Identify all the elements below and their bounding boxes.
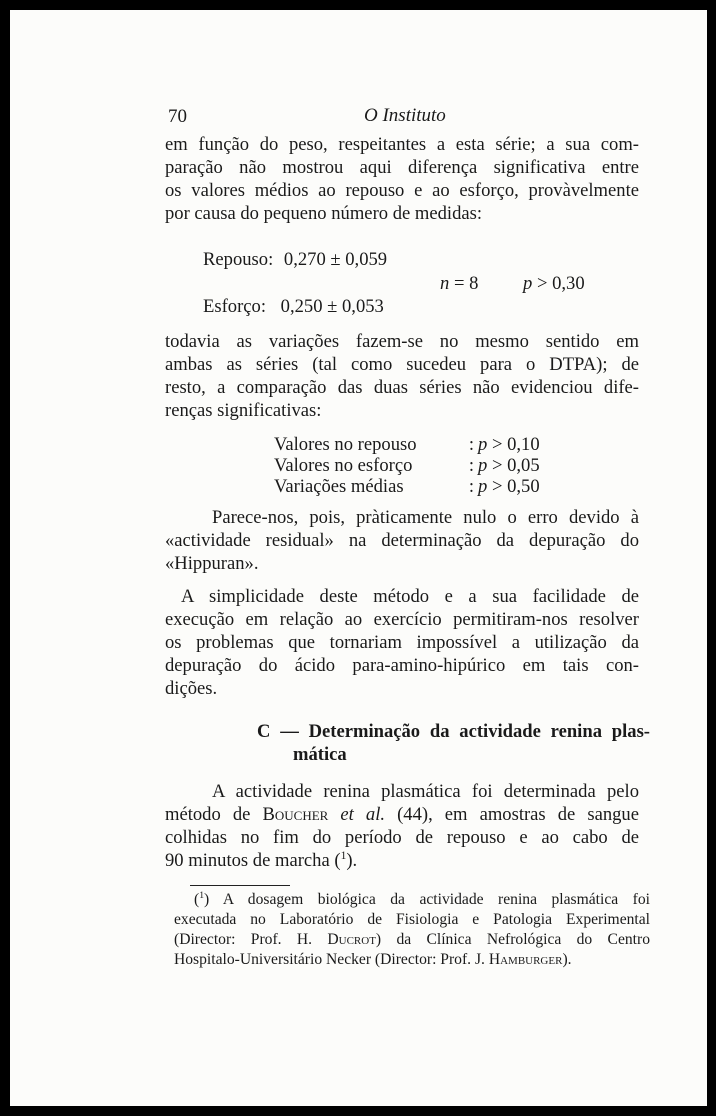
text-line: todavia as variações fazem-se no mesmo sentido em <box>165 331 639 352</box>
paragraph-4 <box>165 585 639 700</box>
text-line: 90 minutos de marcha ($^1$). <box>165 849 358 871</box>
text-line: ambas as séries (tal como sucedeu para o DTPA); de <box>165 354 639 375</box>
p-value-number: 0,30 <box>552 273 585 294</box>
result-rest <box>203 249 387 271</box>
text-line: A simplicidade deste método e a sua facilidade de <box>181 586 639 607</box>
person-name: Hamburger <box>488 951 563 968</box>
text-line: os problemas que tornariam impossível a utilização da <box>165 632 639 653</box>
row-value: 0,50 <box>507 476 540 497</box>
text-line: execução em relação ao exercício permitiram-nos resolver <box>165 609 639 630</box>
person-name: Ducrot <box>327 931 376 948</box>
text-line: Hospitalo-Universitário Necker (Director: Prof. J. Hamburger). <box>174 951 572 968</box>
text-line: método de Boucher et al. (44), em amostras de sangue <box>165 804 639 825</box>
row-value: 0,05 <box>507 455 540 476</box>
text-line: renças significativas: <box>165 400 322 421</box>
text-line: dições. <box>165 678 218 699</box>
text-line: ($^1$) A dosagem biológica da actividade renina plasmática foi <box>194 889 650 908</box>
text-line: colhidas no fim do período de repouso e ao cabo de <box>165 827 639 848</box>
text-line: «actividade residual» na determinação da depuração do <box>165 530 639 551</box>
footnote <box>174 890 650 970</box>
row-label: Variações médias <box>274 476 404 497</box>
sample-size: n = 8 <box>440 273 479 294</box>
author-name: Boucher <box>262 804 329 825</box>
result-effort <box>203 296 384 318</box>
paragraph-2 <box>165 330 639 422</box>
section-heading <box>257 720 650 766</box>
text-line: (Director: Prof. H. Ducrot) da Clínica Nefrológica do Centro <box>174 931 650 948</box>
page-number: 70 <box>168 106 187 127</box>
row-value: 0,10 <box>507 434 540 455</box>
comparison-row: Valores no esforço : p > 0,05 <box>274 455 540 476</box>
footnote-ref: 1 <box>340 849 347 862</box>
text-line: A actividade renina plasmática foi determinada pelo <box>212 781 639 802</box>
text-line: «Hippuran». <box>165 553 259 574</box>
row-label: Valores no esforço <box>274 455 413 476</box>
running-head: O Instituto <box>364 105 446 126</box>
text-line: depuração do ácido para-amino-hipúrico em tais con- <box>165 655 639 676</box>
page <box>10 10 707 1106</box>
result-value: 0,250 ± 0,053 <box>280 296 384 317</box>
section-heading-line: C — Determinação da actividade renina plas- <box>257 721 650 742</box>
row-label: Valores no repouso <box>274 434 417 455</box>
footnote-mark: 1 <box>199 889 205 901</box>
result-label: Repouso: <box>203 249 274 270</box>
result-label: Esforço: <box>203 296 266 317</box>
paragraph-5 <box>165 780 639 872</box>
text-line: Parece-nos, pois, pràticamente nulo o erro devido à <box>212 507 639 528</box>
sample-size-value: 8 <box>469 273 479 294</box>
footnote-divider <box>190 885 290 886</box>
text-line: os valores médios ao repouso e ao esforço, provàvelmente <box>165 180 639 201</box>
text-line: em função do peso, respeitantes a esta série; a sua com- <box>165 134 639 155</box>
text-line: executada no Laboratório de Fisiologia e Patologia Experimental <box>174 911 650 928</box>
paragraph-1 <box>165 133 639 225</box>
result-value: 0,270 ± 0,059 <box>283 249 388 270</box>
p-value: p > 0,30 <box>523 273 585 294</box>
comparison-row: Valores no repouso : p > 0,10 <box>274 434 540 455</box>
text-line: resto, a comparação das duas séries não evidenciou dife- <box>165 377 639 398</box>
comparison-row: Variações médias : p > 0,50 <box>274 476 540 497</box>
comparison-table <box>274 434 540 497</box>
text-line: por causa do pequeno número de medidas: <box>165 203 483 224</box>
section-heading-line: mática <box>293 744 347 765</box>
paragraph-3 <box>165 506 639 575</box>
text-line: paração não mostrou aqui diferença significativa entre <box>165 157 639 178</box>
